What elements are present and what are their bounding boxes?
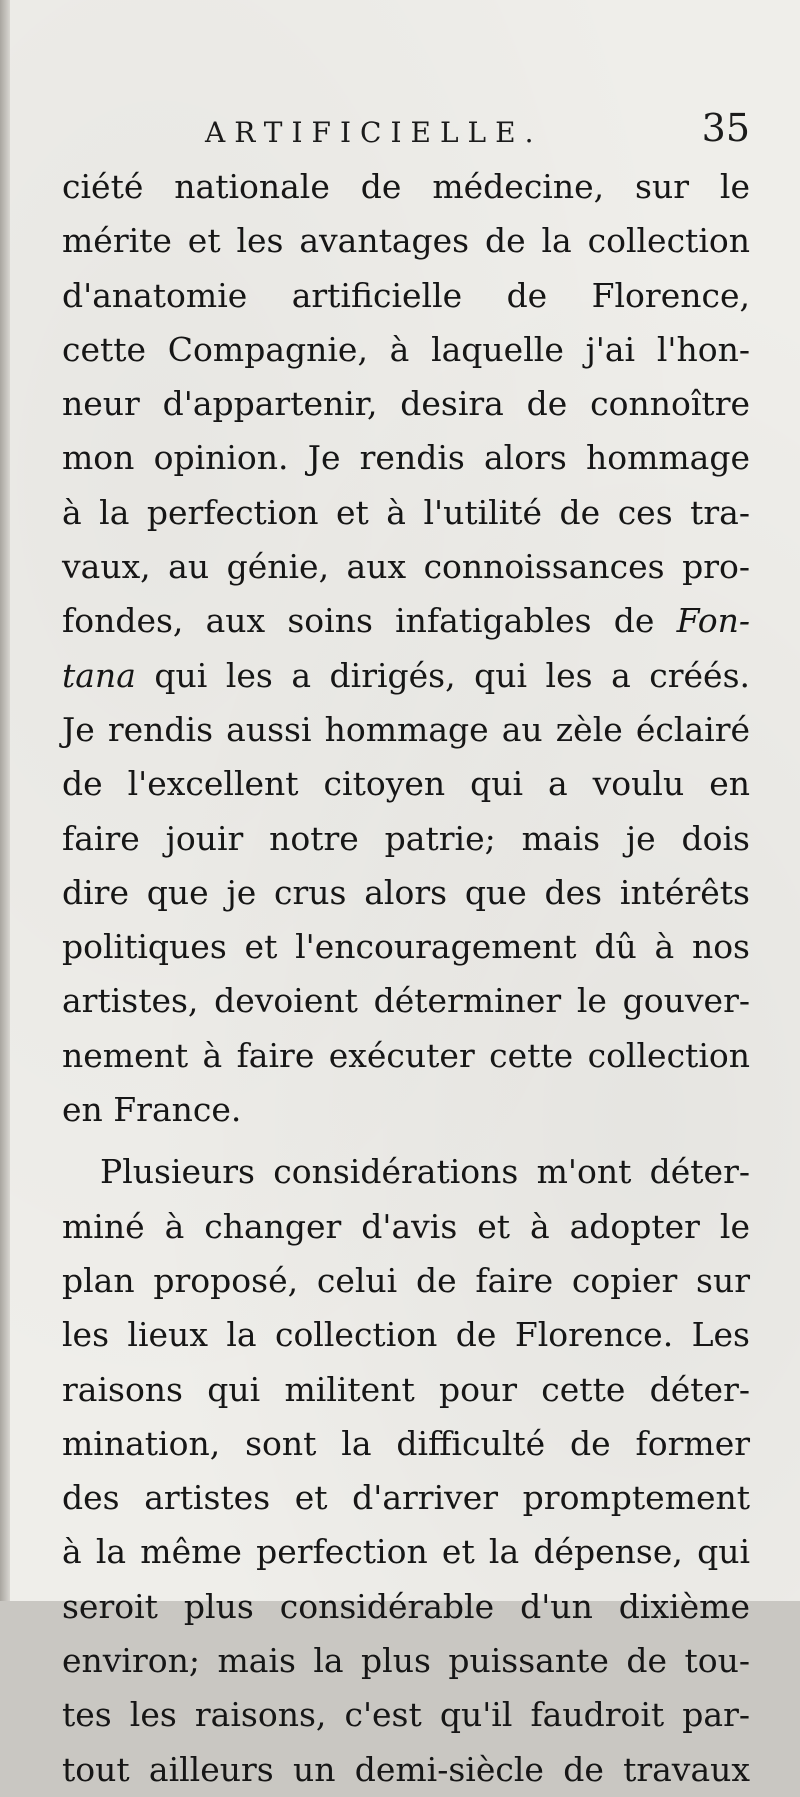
running-head: ARTIFICIELLE. [205,116,543,149]
text-line: en France. [62,1090,242,1130]
text-line: Plusieurs considérations m'ont déter- [100,1152,750,1192]
paragraph-2 [62,1145,750,1797]
text-line: mination, sont la difficulté de former [62,1423,750,1463]
text-line: raisons qui militent pour cette déter- [62,1369,750,1409]
text-line: vaux, au génie, aux connoissances pro- [62,547,750,587]
text-line: miné à changer d'avis et à adopter le [62,1206,750,1246]
text-line: tout ailleurs un demi-siècle de travaux [62,1749,750,1789]
paragraph-gap [62,1137,750,1145]
text-line: tes les raisons, c'est qu'il faudroit par- [62,1695,750,1735]
page-header [205,108,750,158]
text-line: environ; mais la plus puissante de tou- [62,1641,750,1681]
text-line: à la même perfection et la dépense, qui [62,1532,750,1572]
body-text [62,160,750,1797]
text-line [62,594,750,648]
text-line: neur d'appartenir, desira de connoître [62,384,750,424]
text-line: plan proposé, celui de faire copier sur [62,1260,750,1300]
text-line: nement à faire exécuter cette collection [62,1035,750,1075]
italic-name: Fon- [676,601,750,641]
text-line: faire jouir notre patrie; mais je dois [62,818,750,858]
text-line: des artistes et d'arriver promptement [62,1478,750,1518]
text-line: les lieux la collection de Florence. Les [62,1315,750,1355]
text-line: Je rendis aussi hommage au zèle éclairé [62,709,750,749]
text-line: d'anatomie artificielle de Florence, [62,275,750,315]
text-line: mérite et les avantages de la collection [62,221,750,261]
text-line: cette Compagnie, à laquelle j'ai l'hon- [62,329,750,369]
text-line: ciété nationale de médecine, sur le [62,167,750,206]
page-number: 35 [701,106,750,150]
text-run: qui les a dirigés, qui les a créés. [135,655,750,695]
paragraph-1 [62,160,750,1137]
text-line: politiques et l'encouragement dû à nos [62,927,750,967]
text-line [62,649,750,703]
page-binding-edge [0,0,10,1601]
text-line: artistes, devoient déterminer le gouver- [62,981,750,1021]
text-line: de l'excellent citoyen qui a voulu en [62,764,750,804]
text-line: dire que je crus alors que des intérêts [62,872,750,912]
text-line: mon opinion. Je rendis alors hommage [62,438,750,478]
text-line: seroit plus considérable d'un dixième [62,1586,750,1626]
italic-name: tana [62,655,136,695]
text-run: fondes, aux soins infatigables de [62,601,677,641]
text-line: à la perfection et à l'utilité de ces tra- [62,492,750,532]
